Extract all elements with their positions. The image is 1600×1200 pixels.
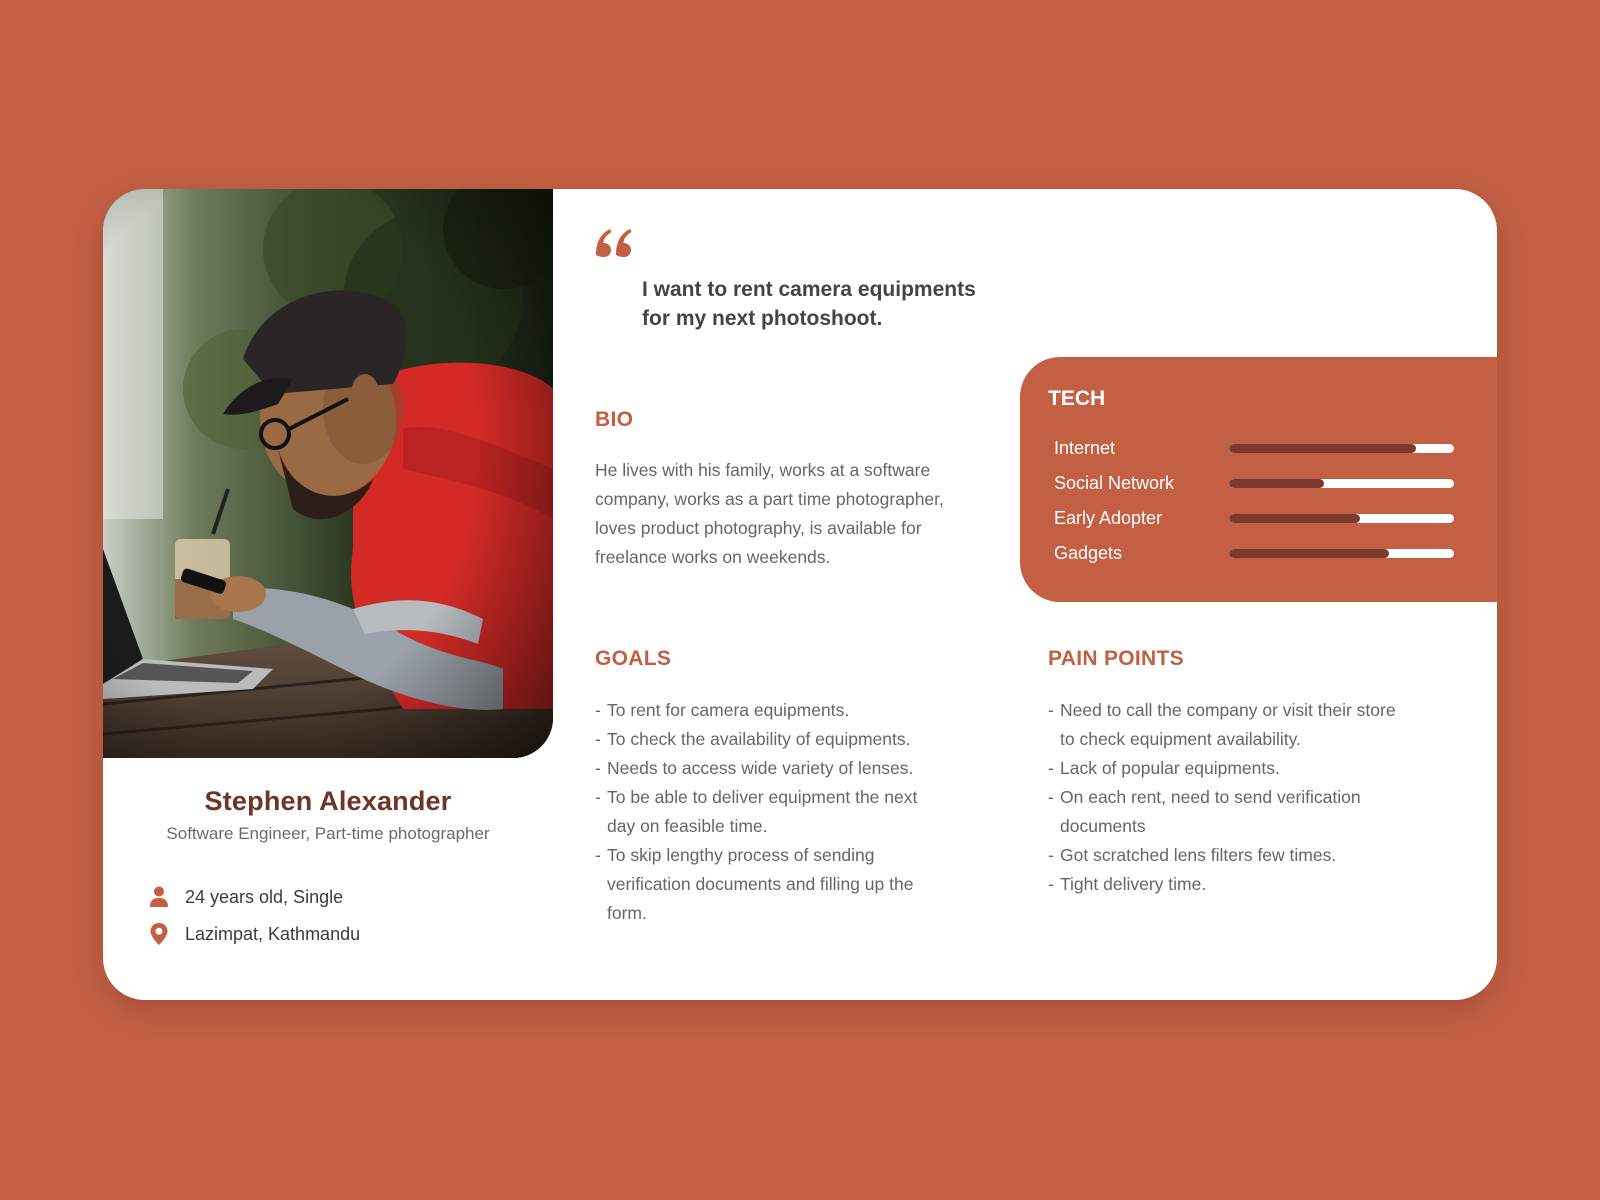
- location-pin-icon: [148, 922, 170, 946]
- list-item: - Needs to access wide variety of lenses.: [595, 754, 1015, 783]
- age-fact: [148, 885, 343, 909]
- bio-title: BIO: [595, 408, 634, 431]
- bio-text: [595, 456, 995, 572]
- tech-label: Social Network: [1054, 472, 1175, 493]
- person-with-laptop-photo: [103, 189, 553, 758]
- tech-bar: [1229, 549, 1454, 558]
- list-item: - Tight delivery time.: [1048, 870, 1468, 899]
- tech-label: Early Adopter: [1054, 507, 1163, 528]
- persona-role: Software Engineer, Part-time photographer: [166, 824, 490, 843]
- tech-label: Internet: [1054, 437, 1116, 458]
- persona-photo: [103, 189, 553, 758]
- list-item: - To skip lengthy process of sending verification documents and filling up the form.: [595, 841, 1015, 928]
- list-item: - Need to call the company or visit their store to check equipment availability.: [1048, 696, 1468, 754]
- persona-name: Stephen Alexander: [204, 786, 452, 816]
- location-fact: [148, 922, 360, 946]
- goals-list: [595, 696, 1015, 928]
- tech-label: Gadgets: [1054, 542, 1123, 563]
- list-item: - To check the availability of equipments.: [595, 725, 1015, 754]
- bio-line: company, works as a part time photographer,: [595, 489, 944, 509]
- tech-row-gadgets: [1054, 538, 1459, 568]
- tech-row-social-network: [1054, 468, 1459, 498]
- tech-bar-fill: [1229, 549, 1389, 558]
- tech-title: TECH: [1048, 387, 1106, 410]
- quote-icon: [594, 225, 634, 261]
- tech-row-internet: [1054, 433, 1459, 463]
- list-item: - Got scratched lens filters few times.: [1048, 841, 1468, 870]
- list-item: - Lack of popular equipments.: [1048, 754, 1468, 783]
- tech-bar: [1229, 514, 1454, 523]
- tech-row-early-adopter: [1054, 503, 1459, 533]
- pain-points-title: PAIN POINTS: [1048, 647, 1184, 670]
- tech-bar-fill: [1229, 514, 1360, 523]
- tech-panel: [1020, 357, 1497, 602]
- bio-line: freelance works on weekends.: [595, 547, 831, 567]
- pain-points-list: [1048, 696, 1468, 899]
- quote-line: I want to rent camera equipments: [642, 278, 976, 301]
- quote-text: [642, 275, 1072, 333]
- goals-title: GOALS: [595, 647, 672, 670]
- persona-card: [103, 189, 1497, 1000]
- tech-bar-fill: [1229, 444, 1416, 453]
- location-fact-text: Lazimpat, Kathmandu: [185, 923, 361, 944]
- list-item: - To be able to deliver equipment the next day on feasible time.: [595, 783, 1015, 841]
- tech-bar-fill: [1229, 479, 1324, 488]
- tech-bar: [1229, 479, 1454, 488]
- bio-line: He lives with his family, works at a software: [595, 460, 931, 480]
- user-icon: [148, 885, 170, 909]
- bio-line: loves product photography, is available for: [595, 518, 922, 538]
- quote-line: for my next photoshoot.: [642, 307, 883, 330]
- list-item: - To rent for camera equipments.: [595, 696, 1015, 725]
- list-item: - On each rent, need to send verification documents: [1048, 783, 1468, 841]
- tech-bar: [1229, 444, 1454, 453]
- age-fact-text: 24 years old, Single: [185, 886, 344, 907]
